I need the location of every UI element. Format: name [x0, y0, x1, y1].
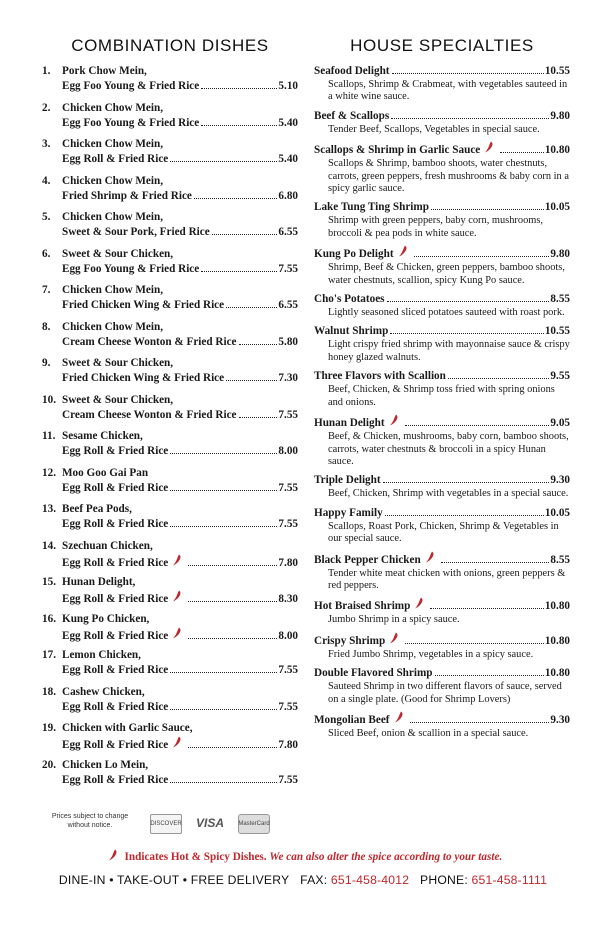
combo-price: 7.55 [278, 773, 298, 786]
combo-title: Sweet & Sour Chicken, [62, 393, 174, 406]
specialty-item [314, 414, 570, 468]
chili-pepper-icon [414, 597, 424, 609]
combo-sides [62, 79, 298, 94]
combo-sides-text: Egg Roll & Fried Rice [62, 481, 169, 494]
combo-sides-text: Egg Roll & Fried Rice [62, 739, 169, 751]
combo-price: 5.10 [278, 80, 298, 92]
combo-title: Hunan Delight, [62, 576, 136, 588]
specialty-line [314, 711, 570, 728]
chili-pepper-icon [172, 590, 182, 602]
combo-sides-text: Egg Roll & Fried Rice [62, 593, 169, 605]
combo-title: Chicken Chow Mein, [62, 101, 164, 114]
combo-sides-text: Egg Foo Young & Fried Rice [62, 262, 200, 275]
combo-sides-text: Egg Foo Young & Fried Rice [62, 116, 200, 129]
spicy-legend [0, 849, 606, 863]
combo-sides-text: Egg Roll & Fried Rice [62, 773, 169, 786]
specialty-price: 9.80 [550, 248, 570, 261]
combo-title: Cashew Chicken, [62, 685, 145, 698]
combo-sides [62, 116, 298, 131]
combo-item [42, 466, 298, 503]
combo-sides-text: Egg Roll & Fried Rice [62, 700, 169, 713]
specialty-price: 10.05 [544, 506, 570, 519]
footer-contact [0, 873, 606, 887]
combo-item [42, 502, 298, 539]
specialty-description: Lightly seasoned sliced potatoes sauteed with roast pork. [328, 307, 565, 319]
specialty-price: 10.55 [544, 325, 570, 338]
specialty-description: Sauteed Shrimp in two different flavors of sauce, served on a single plate. (Good for Shrimp Lovers) [328, 681, 562, 705]
combo-sides [62, 700, 298, 715]
combo-sides [62, 627, 298, 644]
combo-number: 5. [42, 211, 51, 223]
dot-leader [170, 161, 277, 162]
combo-number: 10. [42, 393, 56, 406]
chili-pepper-icon [172, 627, 182, 639]
specialty-item [314, 64, 570, 104]
dot-leader [414, 256, 550, 257]
combo-sides-text: Egg Roll & Fried Rice [62, 664, 169, 676]
combo-price: 7.55 [278, 518, 298, 530]
chili-pepper-icon [425, 551, 435, 563]
discover-card-icon: DISCOVER [150, 814, 182, 834]
specialty-price: 9.05 [550, 417, 570, 430]
combo-item [42, 393, 298, 430]
dot-leader [170, 709, 277, 710]
specialty-item [314, 666, 570, 706]
dot-leader [201, 125, 277, 126]
combo-item [42, 247, 298, 284]
combo-price: 6.80 [278, 189, 298, 202]
combo-title: Chicken Chow Mein, [62, 174, 164, 187]
specialty-description: Beef, Chicken, Shrimp with vegetables in a special sauce. [328, 488, 569, 500]
combo-number: 7. [42, 284, 51, 296]
specialty-line [314, 369, 570, 384]
specialty-name: Scallops & Shrimp in Garlic Sauce [314, 144, 481, 157]
specialty-line [314, 666, 570, 681]
combo-sides [62, 225, 298, 240]
specialty-price: 9.80 [550, 109, 570, 122]
specialty-name: Mongolian Beef [314, 713, 390, 726]
specialty-price: 9.55 [550, 370, 570, 383]
specialty-description: Scallops, Roast Pork, Chicken, Shrimp & Vegetables in our special sauce. [328, 520, 559, 545]
combo-title: Chicken Chow Mein, [62, 138, 164, 150]
dot-leader [188, 601, 277, 602]
combo-item [42, 429, 298, 466]
specialty-item [314, 506, 570, 546]
combo-title: Chicken Chow Mein, [62, 320, 164, 333]
combo-item [42, 539, 298, 576]
dot-leader [410, 722, 550, 723]
combo-price: 7.80 [278, 556, 298, 569]
specialty-name: Crispy Shrimp [314, 634, 386, 647]
dot-leader [441, 562, 550, 563]
price-notice-line1: Prices subject to change [51, 813, 129, 820]
specialty-name: Beef & Scallops [314, 109, 390, 122]
combo-item [42, 64, 298, 101]
specialty-item [314, 109, 570, 136]
dot-leader [170, 672, 277, 673]
combo-sides-text: Egg Roll & Fried Rice [62, 445, 169, 457]
combo-item [42, 356, 298, 393]
combo-price: 8.00 [278, 445, 298, 457]
combo-price: 7.55 [278, 262, 298, 275]
combo-sides [62, 335, 298, 350]
combo-title: Beef Pea Pods, [62, 503, 132, 515]
combo-item [42, 612, 298, 649]
specialty-item [314, 141, 570, 195]
combo-sides-text: Fried Shrimp & Fried Rice [62, 189, 192, 202]
combination-list [42, 64, 298, 794]
combo-item [42, 101, 298, 138]
combo-sides [62, 408, 298, 423]
dot-leader [188, 638, 277, 639]
chili-pepper-icon [108, 849, 118, 861]
combo-item [42, 575, 298, 612]
specialty-description: Fried Jumbo Shrimp, vegetables in a spicy sauce. [328, 648, 534, 660]
combo-number: 17. [42, 649, 56, 661]
combo-sides [62, 152, 298, 167]
dot-leader [239, 417, 278, 418]
specialty-line [314, 414, 570, 431]
dot-leader [392, 73, 544, 74]
specialty-line [314, 109, 570, 124]
combo-sides-text: Egg Roll & Fried Rice [62, 518, 169, 530]
combo-item [42, 721, 298, 758]
combo-number: 3. [42, 138, 51, 150]
specialty-description: Scallops, Shrimp & Crabmeat, with vegetables sauteed in a white wine sauce. [328, 79, 568, 103]
dot-leader [387, 301, 550, 302]
specialty-line [314, 632, 570, 649]
combo-sides [62, 444, 298, 459]
specialty-price: 8.55 [550, 553, 570, 566]
combo-price: 7.55 [278, 664, 298, 676]
specialty-description: Shrimp with green peppers, baby corn, mushrooms, broccoli & pea pods in white sauce. [328, 215, 543, 239]
specialty-description: Jumbo Shrimp in a spicy sauce. [328, 614, 460, 626]
specialty-line [314, 245, 570, 262]
combo-number: 8. [42, 320, 51, 333]
specialty-item [314, 292, 570, 319]
combo-price: 7.30 [278, 372, 298, 384]
fax-label: FAX: [300, 873, 328, 887]
specialty-description: Beef, Chicken, & Shrimp toss fried with spring onions and onions. [328, 384, 555, 408]
specialty-name: Triple Delight [314, 474, 381, 487]
specialty-price: 10.80 [544, 600, 570, 613]
combo-sides-text: Egg Roll & Fried Rice [62, 556, 169, 569]
specialties-list [314, 64, 570, 740]
specialty-line [314, 292, 570, 307]
combo-sides-text: Egg Foo Young & Fried Rice [62, 80, 200, 92]
specialty-name: Hot Braised Shrimp [314, 600, 411, 613]
dot-leader [239, 344, 278, 345]
combo-number: 9. [42, 357, 51, 369]
combo-sides [62, 554, 298, 571]
visa-card-icon: VISA [195, 816, 224, 830]
phone-label: PHONE: [420, 873, 468, 887]
specialty-item [314, 369, 570, 409]
combo-number: 1. [42, 65, 51, 77]
phone-number: 651-458-1111 [471, 873, 548, 887]
specialty-price: 9.30 [550, 713, 570, 726]
specialty-line [314, 551, 570, 568]
dot-leader [194, 198, 278, 199]
specialty-name: Double Flavored Shrimp [314, 667, 433, 680]
combo-sides [62, 736, 298, 753]
dot-leader [430, 608, 543, 609]
combo-price: 7.80 [278, 739, 298, 751]
specialty-description: Beef, & Chicken, mushrooms, baby corn, bamboo shoots, carrots, water chestnuts & broccoli in a spicy Hunan sauce. [328, 431, 569, 467]
combo-number: 6. [42, 247, 51, 260]
price-notice [40, 812, 140, 830]
specialty-name: Three Flavors with Scallion [314, 370, 446, 383]
combo-sides-text: Egg Roll & Fried Rice [62, 629, 169, 642]
dot-leader [188, 565, 277, 566]
combo-number: 18. [42, 685, 56, 698]
combo-price: 7.55 [278, 700, 298, 713]
specialty-description: Light crispy fried shrimp with mayonnaise sauce & crispy honey glazed walnuts. [328, 339, 570, 363]
specialty-name: Kung Po Delight [314, 248, 394, 261]
combo-price: 5.80 [278, 335, 298, 348]
specialty-line [314, 597, 570, 614]
combo-number: 12. [42, 466, 56, 479]
combo-number: 4. [42, 174, 51, 187]
combo-price: 7.55 [278, 408, 298, 421]
dot-leader [188, 747, 277, 748]
specialty-name: Happy Family [314, 506, 383, 519]
combo-number: 15. [42, 576, 56, 588]
specialty-description: Tender white meat chicken with onions, green peppers & red peppers. [328, 567, 566, 591]
house-specialties-section [314, 36, 570, 745]
combo-sides-text: Cream Cheese Wonton & Fried Rice [62, 408, 237, 421]
combo-item [42, 174, 298, 211]
specialty-description: Scallops & Shrimp, bamboo shoots, water chestnuts, carrots, green peppers, fresh mushrooms & baby corn in a spicy garlic sauce. [328, 158, 569, 195]
chili-pepper-icon [484, 141, 494, 153]
specialty-item [314, 597, 570, 626]
chili-pepper-icon [398, 245, 408, 257]
dot-leader [383, 482, 550, 483]
dot-leader [201, 88, 277, 89]
dot-leader [431, 209, 544, 210]
specialty-price: 10.55 [544, 65, 570, 77]
dot-leader [391, 118, 549, 119]
payment-cards [150, 814, 270, 834]
dot-leader [448, 378, 550, 379]
dot-leader [201, 271, 277, 272]
combo-number: 19. [42, 722, 56, 734]
specialty-name: Lake Tung Ting Shrimp [314, 201, 429, 214]
specialty-price: 10.05 [544, 201, 570, 214]
specialty-name: Seafood Delight [314, 65, 390, 77]
dot-leader [226, 307, 277, 308]
combo-item [42, 210, 298, 247]
combination-dishes-section [42, 36, 298, 794]
combo-number: 20. [42, 758, 56, 771]
combo-title: Chicken with Garlic Sauce, [62, 722, 193, 734]
dot-leader [170, 782, 277, 783]
specialty-price: 9.30 [550, 474, 570, 487]
combo-price: 8.30 [278, 593, 298, 605]
specialty-name: Walnut Shrimp [314, 325, 389, 338]
specialty-item [314, 245, 570, 287]
combo-sides-text: Egg Roll & Fried Rice [62, 153, 169, 165]
combo-number: 14. [42, 539, 56, 552]
combo-sides-text: Cream Cheese Wonton & Fried Rice [62, 335, 237, 348]
combo-title: Kung Po Chicken, [62, 612, 150, 625]
combo-sides-text: Fried Chicken Wing & Fried Rice [62, 299, 225, 311]
specialty-name: Cho's Potatoes [314, 293, 385, 306]
specialty-item [314, 551, 570, 593]
combo-sides-text: Sweet & Sour Pork, Fried Rice [62, 226, 210, 238]
combo-number: 16. [42, 612, 56, 625]
specialty-price: 10.80 [544, 667, 570, 680]
specialty-item [314, 711, 570, 740]
dot-leader [500, 152, 544, 153]
chili-pepper-icon [394, 711, 404, 723]
specialty-item [314, 324, 570, 364]
dot-leader [226, 380, 277, 381]
specialty-price: 10.80 [544, 144, 570, 157]
fax-number: 651-458-4012 [330, 873, 410, 887]
dot-leader [405, 425, 550, 426]
chili-pepper-icon [389, 414, 399, 426]
chili-pepper-icon [172, 554, 182, 566]
combo-number: 11. [42, 430, 56, 442]
dot-leader [170, 453, 277, 454]
combo-item [42, 320, 298, 357]
specialty-line [314, 200, 570, 215]
combo-price: 6.55 [278, 226, 298, 238]
combo-sides [62, 298, 298, 313]
combo-title: Pork Chow Mein, [62, 65, 147, 77]
specialty-price: 10.80 [544, 634, 570, 647]
dot-leader [405, 643, 544, 644]
chili-pepper-icon [389, 632, 399, 644]
dot-leader [390, 333, 544, 334]
spicy-legend-text: Indicates Hot & Spicy Dishes. [124, 851, 267, 863]
specialty-item [314, 200, 570, 240]
combo-title: Chicken Chow Mein, [62, 211, 164, 223]
specialty-line [314, 506, 570, 521]
specialty-item [314, 473, 570, 500]
dot-leader [170, 526, 277, 527]
combo-sides [62, 773, 298, 788]
specialty-line [314, 64, 570, 79]
combo-item [42, 283, 298, 320]
services-text: DINE-IN • TAKE-OUT • FREE DELIVERY [58, 873, 290, 887]
combo-sides [62, 517, 298, 532]
combo-number: 2. [42, 101, 51, 114]
combo-number: 13. [42, 503, 56, 515]
combo-sides [62, 481, 298, 496]
combo-price: 6.55 [278, 299, 298, 311]
combo-item [42, 137, 298, 174]
combo-title: Szechuan Chicken, [62, 539, 153, 552]
combo-price: 7.55 [278, 481, 298, 494]
combo-price: 5.40 [278, 116, 298, 129]
specialty-name: Hunan Delight [314, 417, 385, 430]
dot-leader [385, 515, 544, 516]
combo-sides-text: Fried Chicken Wing & Fried Rice [62, 372, 225, 384]
combo-sides [62, 262, 298, 277]
combination-heading: COMBINATION DISHES [71, 36, 269, 55]
dot-leader [212, 234, 278, 235]
specialties-heading: HOUSE SPECIALTIES [350, 36, 534, 55]
combo-sides [62, 371, 298, 386]
specialty-description: Tender Beef, Scallops, Vegetables in special sauce. [328, 123, 540, 135]
combo-title: Sweet & Sour Chicken, [62, 247, 174, 260]
specialty-name: Black Pepper Chicken [314, 553, 421, 566]
combo-title: Chicken Chow Mein, [62, 284, 164, 296]
dot-leader [435, 675, 544, 676]
combo-price: 8.00 [278, 629, 298, 642]
price-notice-line2: without notice. [67, 822, 113, 829]
combo-price: 5.40 [278, 153, 298, 165]
specialty-line [314, 141, 570, 158]
combo-sides [62, 189, 298, 204]
spice-adjust-text: We can also alter the spice according to your taste. [269, 851, 503, 863]
dot-leader [170, 490, 277, 491]
mastercard-icon: MasterCard [238, 814, 270, 834]
chili-pepper-icon [172, 736, 182, 748]
combo-item [42, 758, 298, 795]
combo-title: Lemon Chicken, [62, 649, 141, 661]
specialty-line [314, 473, 570, 488]
combo-title: Sesame Chicken, [62, 430, 143, 442]
combo-sides [62, 590, 298, 607]
specialty-item [314, 632, 570, 661]
combo-title: Moo Goo Gai Pan [62, 466, 149, 479]
combo-sides [62, 663, 298, 678]
specialty-description: Sliced Beef, onion & scallion in a special sauce. [328, 727, 529, 739]
combo-item [42, 685, 298, 722]
combo-item [42, 648, 298, 685]
combo-title: Sweet & Sour Chicken, [62, 357, 174, 369]
specialty-line [314, 324, 570, 339]
specialty-price: 8.55 [550, 293, 570, 306]
combo-title: Chicken Lo Mein, [62, 758, 149, 771]
specialty-description: Shrimp, Beef & Chicken, green peppers, bamboo shoots, water chestnuts, scallion, spicy Kung Po sauce. [328, 262, 565, 286]
